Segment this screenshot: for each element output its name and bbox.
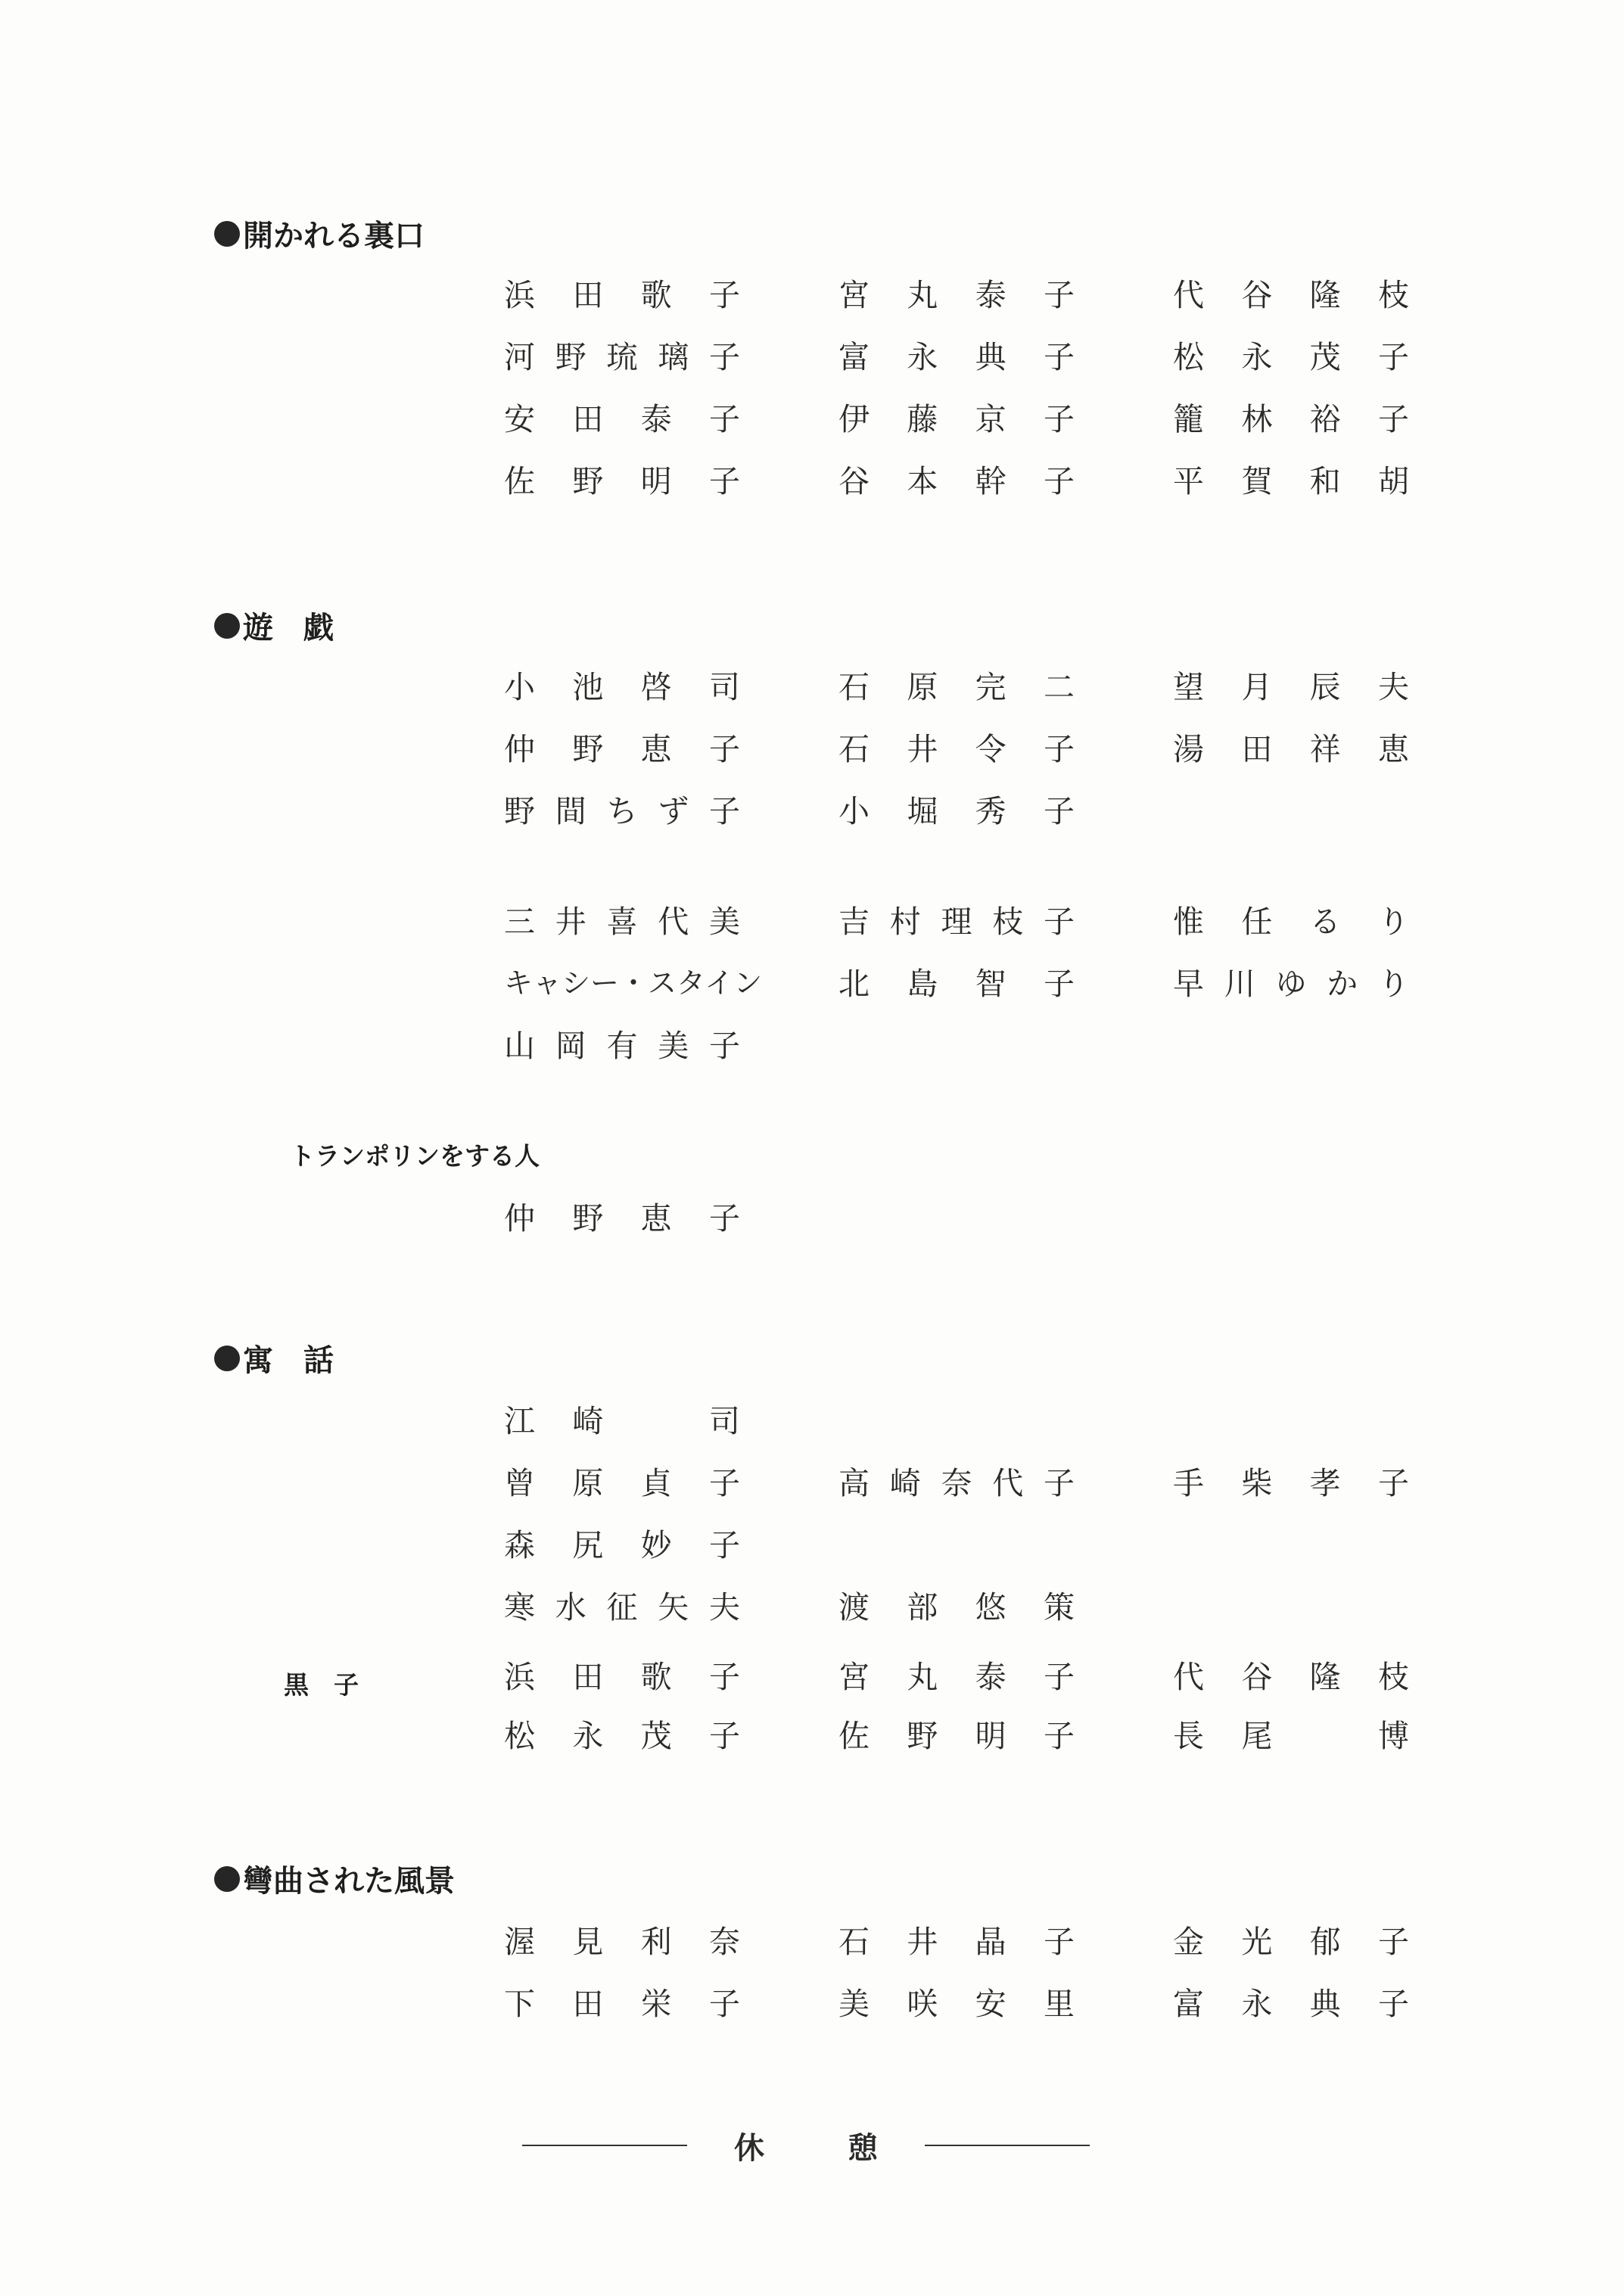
cast-name: 三井喜代美 <box>504 904 740 940</box>
cast-name: 安田泰子 <box>504 401 740 437</box>
cast-name: 渡部悠策 <box>838 1589 1075 1626</box>
section-title: 寓 話 <box>243 1343 334 1378</box>
cast-name: 美咲安里 <box>838 1986 1075 2022</box>
cast-name: 仲野恵子 <box>504 731 740 767</box>
section-heading <box>214 212 425 255</box>
cast-name: 代谷隆枝 <box>1173 277 1409 313</box>
cast-name: 松永茂子 <box>1173 339 1409 375</box>
cast-name: 河野琉璃子 <box>504 339 740 375</box>
cast-name: 富永典子 <box>838 339 1075 375</box>
cast-name: 小堀秀子 <box>838 793 1075 829</box>
cast-name: 吉村理枝子 <box>838 904 1075 940</box>
section-title: 開かれる裏口 <box>243 219 425 254</box>
cast-name: 佐野明子 <box>838 1718 1075 1754</box>
cast-name: 野間ちず子 <box>504 793 740 829</box>
cast-name: 江崎 司 <box>504 1403 740 1439</box>
cast-name: 下田栄子 <box>504 1986 740 2022</box>
cast-name: 籠林裕子 <box>1173 401 1409 437</box>
cast-name: 惟任るり <box>1173 904 1409 940</box>
cast-name: 手柴孝子 <box>1173 1465 1409 1501</box>
cast-name: 寒水征矢夫 <box>504 1589 740 1626</box>
section-title: 遊 戯 <box>243 611 334 646</box>
intermission-divider <box>522 2126 1090 2164</box>
bullet-dot-icon <box>214 1866 240 1892</box>
cast-name: 谷本幹子 <box>838 463 1075 499</box>
cast-name: 望月辰夫 <box>1173 669 1409 705</box>
cast-name: 金光郁子 <box>1173 1924 1409 1960</box>
section-title: 彎曲された風景 <box>243 1864 455 1899</box>
cast-name: 山岡有美子 <box>504 1028 740 1064</box>
cast-name: 松永茂子 <box>504 1718 740 1754</box>
bullet-dot-icon <box>214 221 240 247</box>
cast-name: キャシー・スタイン <box>504 966 763 1000</box>
cast-name: 北島智子 <box>838 966 1075 1002</box>
divider-rule <box>522 2145 687 2146</box>
cast-name: 長尾 博 <box>1173 1718 1409 1754</box>
cast-name: 石井晶子 <box>838 1924 1075 1960</box>
cast-name: 石原完二 <box>838 669 1075 705</box>
cast-name: 石井令子 <box>838 731 1075 767</box>
cast-name: 小池啓司 <box>504 669 740 705</box>
cast-name: 湯田祥恵 <box>1173 731 1409 767</box>
sub-role-label: トランポリンをする人 <box>290 1141 540 1171</box>
cast-name: 早川ゆかり <box>1173 966 1409 1002</box>
intermission-label: 休憩 <box>734 2130 961 2166</box>
sub-role-label: 黒 子 <box>284 1670 359 1700</box>
bullet-dot-icon <box>214 1346 240 1371</box>
cast-name: 佐野明子 <box>504 463 740 499</box>
cast-name: 富永典子 <box>1173 1986 1409 2022</box>
divider-rule <box>925 2145 1090 2146</box>
cast-name: 平賀和胡 <box>1173 463 1409 499</box>
cast-name: 伊藤京子 <box>838 401 1075 437</box>
cast-name: 渥見利奈 <box>504 1924 740 1960</box>
cast-name: 宮丸泰子 <box>838 277 1075 313</box>
cast-name: 仲野恵子 <box>504 1200 740 1237</box>
cast-name: 浜田歌子 <box>504 277 740 313</box>
cast-name: 浜田歌子 <box>504 1659 740 1695</box>
cast-name: 曾原貞子 <box>504 1465 740 1501</box>
cast-name: 宮丸泰子 <box>838 1659 1075 1695</box>
section-heading <box>214 1857 455 1900</box>
cast-name: 高崎奈代子 <box>838 1465 1075 1501</box>
section-heading <box>214 1336 334 1380</box>
bullet-dot-icon <box>214 613 240 639</box>
cast-name: 代谷隆枝 <box>1173 1659 1409 1695</box>
section-heading <box>214 604 334 647</box>
cast-name: 森尻妙子 <box>504 1527 740 1563</box>
